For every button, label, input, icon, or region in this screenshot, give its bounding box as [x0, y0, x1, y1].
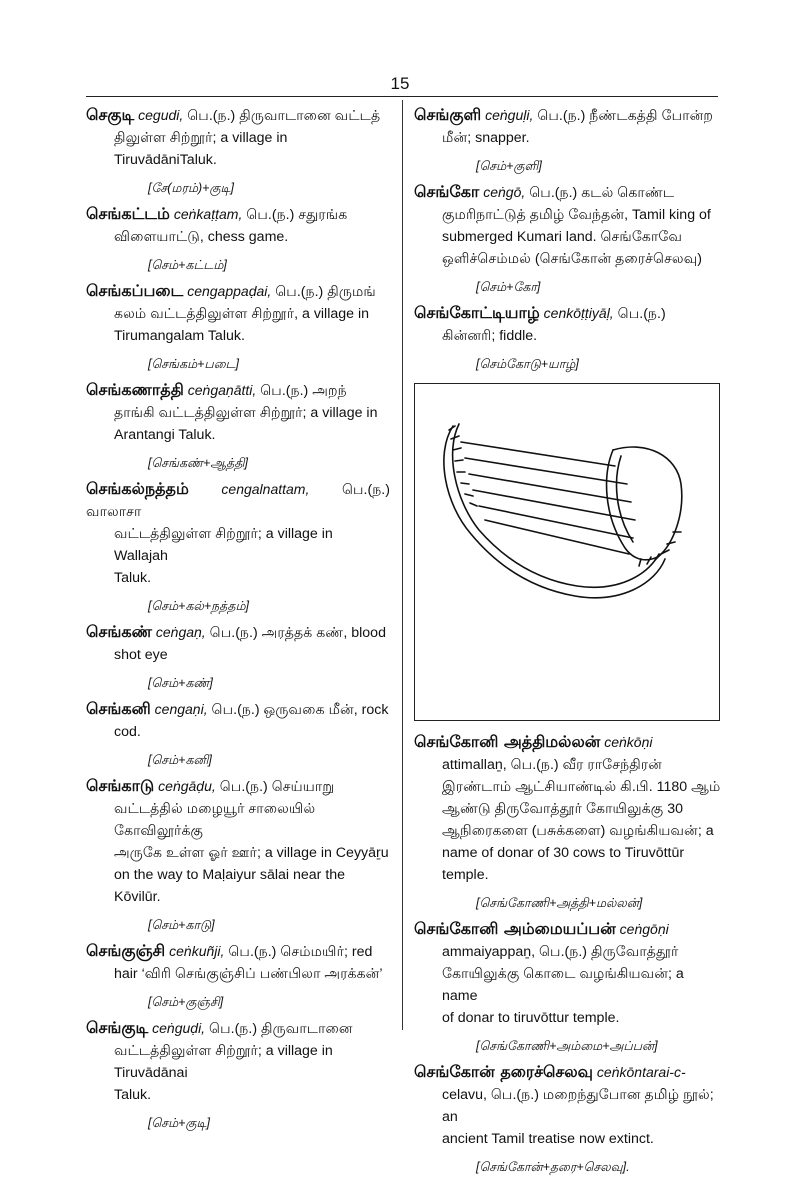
headword: செங்கல்நத்தம்	[86, 479, 189, 498]
headword: செங்கணாத்தி	[86, 380, 184, 399]
etymology: [செம்+கல்+நத்தம்]	[148, 599, 249, 613]
transliteration: ceṅgō,	[483, 184, 526, 200]
etymology: [செம்+காடு]	[148, 918, 215, 932]
definition-start: பெ.(ந.) திருவாடானை	[209, 1021, 353, 1037]
definition-line: of donar to tiruvōttur temple.	[442, 1010, 620, 1026]
headword: செங்குடி	[86, 1018, 149, 1037]
headword: செங்கண்	[86, 622, 152, 641]
definition-line: தாங்கி வட்டத்திலுள்ள சிற்றூர்; a village in	[114, 405, 378, 421]
headword: செங்குளி	[414, 105, 482, 124]
headword: செங்கோட்டியாழ்	[414, 303, 540, 322]
definition-line: ஒளிச்செம்மல் (செங்கோன் தரைச்செலவு)	[442, 251, 703, 267]
definition-line: ஆநிரைகளை (பசுக்களை) வழங்கியவன்; a	[442, 823, 714, 839]
transliteration: ceṅgaṇātti,	[187, 382, 257, 398]
etymology: [செங்கோணி+அத்தி+மல்லன்]	[476, 896, 643, 910]
definition-line: Taluk.	[114, 1087, 152, 1103]
transliteration: ceṅkuñji,	[169, 943, 225, 959]
transliteration: ceṅkōṇi	[604, 734, 653, 750]
header-rule	[86, 96, 718, 97]
etymology: [செம்+கோ]	[476, 280, 541, 294]
dictionary-entry	[86, 280, 390, 373]
headword: செங்கோனி அத்திமல்லன்	[414, 732, 601, 751]
headword: செங்காடு	[86, 776, 155, 795]
definition-line: மீன்; snapper.	[442, 130, 530, 146]
etymology: [செம்+குடி]	[148, 1116, 210, 1130]
definition-line: குமரிநாட்டுத் தமிழ் வேந்தன், Tamil king of	[442, 207, 711, 223]
definition-line: name of donar of 30 cows to Tiruvōttūr	[442, 845, 685, 861]
etymology: [செம்+கண்]	[148, 676, 213, 690]
definition-line: வட்டத்தில் மழையூர் சாலையில் கோவிலூர்க்கு	[114, 801, 316, 839]
definition-start: பெ.(ந.)	[617, 306, 666, 322]
headword: செங்கோன் தரைச்செலவு	[414, 1062, 593, 1081]
definition-start: பெ.(ந.) நீண்டகத்தி போன்ற	[537, 108, 714, 124]
definition-start: பெ.(ந.) செய்யாறு	[219, 779, 335, 795]
definition-line: submerged Kumari land. செங்கோவே	[442, 229, 683, 245]
fiddle-yazh-icon	[415, 384, 719, 720]
definition-line: Taluk.	[114, 570, 152, 586]
etymology: [செம்+குளி]	[476, 159, 542, 173]
etymology: [செம்+குஞ்சி]	[148, 995, 224, 1009]
dictionary-entry	[86, 621, 390, 692]
definition-start: பெ.(ந.) சதுரங்க	[246, 207, 348, 223]
definition-start: பெ.(ந.) அறந்	[260, 383, 347, 399]
definition-line: ஆண்டு திருவோத்தூர் கோயிலுக்கு 30	[442, 801, 684, 817]
definition-line: கோயிலுக்கு கொடை வழங்கியவன்; a name	[442, 966, 684, 1004]
definition-line: hair ‘விரி செங்குஞ்சிப் பண்பிலா அரக்கன்’	[114, 966, 383, 982]
definition-line: ammaiyappaṉ, பெ.(ந.) திருவோத்தூர்	[442, 944, 679, 960]
dictionary-entry	[86, 940, 390, 1011]
transliteration: cengaṇi,	[154, 701, 208, 717]
etymology: [செங்கோணி+அம்மை+அப்பன்]	[476, 1039, 658, 1053]
definition-start: பெ.(ந.) செம்மயிர்; red	[228, 944, 373, 960]
definition-line: temple.	[442, 867, 489, 883]
etymology: [செம்+கனி]	[148, 753, 212, 767]
etymology: [செங்கம்+படை]	[148, 357, 239, 371]
headword: செங்கப்படை	[86, 281, 184, 300]
definition-line: Arantangi Taluk.	[114, 427, 216, 443]
definition-line: கின்னரி; fiddle.	[442, 328, 538, 344]
definition-line: on the way to Maḷaiyur sālai near the Kōvilūr.	[114, 867, 346, 905]
page-number: 15	[390, 74, 410, 93]
dictionary-entry	[86, 698, 390, 769]
transliteration: ceṅguḍi,	[152, 1020, 206, 1036]
headword: செங்கோ	[414, 182, 480, 201]
dictionary-entry	[414, 731, 722, 912]
etymology: [செம்+கட்டம்]	[148, 258, 227, 272]
dictionary-entry	[86, 104, 390, 197]
transliteration: cengalnattam,	[221, 481, 310, 497]
etymology: [செங்கண்+ஆத்தி]	[148, 456, 248, 470]
transliteration: ceṅguḷi,	[485, 107, 534, 123]
headword: செகுடி	[86, 105, 135, 124]
transliteration: ceṅgaṇ,	[155, 624, 206, 640]
dictionary-entry	[86, 203, 390, 274]
definition-line: வட்டத்திலுள்ள சிற்றூர்; a village in Tiruvādānai	[114, 1043, 333, 1081]
definition-line: Tirumangalam Taluk.	[114, 328, 245, 344]
etymology: [செம்கோடு+யாழ்]	[476, 357, 579, 371]
etymology: [சே(மரம்)+குடி]	[148, 181, 234, 195]
column-divider	[402, 100, 403, 1030]
transliteration: ceṅkaṭṭam,	[173, 206, 243, 222]
definition-line: shot eye	[114, 647, 168, 663]
transliteration: cegudi,	[138, 107, 184, 123]
dictionary-entry	[414, 302, 722, 373]
transliteration: cengappaḍai,	[187, 283, 272, 299]
headword: செங்கட்டம்	[86, 204, 170, 223]
definition-line: திலுள்ள சிற்றூர்; a village in TiruvādāniTaluk.	[114, 130, 288, 168]
dictionary-entry	[86, 478, 390, 615]
dictionary-entry	[86, 379, 390, 472]
definition-line: ancient Tamil treatise now extinct.	[442, 1131, 654, 1147]
definition-start: பெ.(ந.) திருமங்	[275, 284, 376, 300]
dictionary-entry	[86, 1017, 390, 1132]
definition-line: celavu, பெ.(ந.) மறைந்துபோன தமிழ் நூல்; an	[442, 1087, 714, 1125]
definition-line: attimallaṉ, பெ.(ந.) வீர ராசேந்திரன்	[442, 757, 662, 773]
definition-line: இரண்டாம் ஆட்சியாண்டில் கி.பி. 1180 ஆம்	[442, 779, 721, 795]
right-column	[414, 104, 722, 1182]
transliteration: ceṅgōṇi	[619, 921, 669, 937]
transliteration: cenkōṭṭiyāḷ,	[543, 305, 614, 321]
transliteration: ceṅgāḍu,	[158, 778, 216, 794]
definition-line: விளையாட்டு, chess game.	[114, 229, 289, 245]
definition-start: பெ.(ந.) அரத்தக் கண், blood	[209, 625, 386, 641]
dictionary-entry	[414, 104, 722, 175]
definition-start: பெ.(ந.) ஒருவகை மீன், rock	[211, 702, 389, 718]
definition-line: cod.	[114, 724, 141, 740]
definition-line: கலம் வட்டத்திலுள்ள சிற்றூர், a village in	[114, 306, 370, 322]
fiddle-illustration	[414, 383, 720, 721]
definition-start: பெ.(ந.) திருவாடானை வட்டத்	[187, 108, 381, 124]
dictionary-entry	[414, 1061, 722, 1176]
dictionary-entry	[414, 181, 722, 296]
definition-line: அருகே உள்ள ஓர் ஊர்; a village in Ceyyāṟu	[114, 845, 389, 861]
dictionary-entry	[86, 775, 390, 934]
left-column	[86, 104, 390, 1138]
headword: செங்கோனி அம்மையப்பன்	[414, 919, 616, 938]
transliteration: ceṅkōntarai-c-	[596, 1064, 686, 1080]
definition-line: வட்டத்திலுள்ள சிற்றூர்; a village in Wallajah	[114, 526, 333, 564]
definition-start: பெ.(ந.) வாலாசா	[86, 482, 390, 520]
definition-start: பெ.(ந.) கடல் கொண்ட	[529, 185, 675, 201]
headword: செங்கனி	[86, 699, 151, 718]
etymology: [செங்கோன்+தரை+செலவு].	[476, 1160, 630, 1174]
dictionary-entry	[414, 918, 722, 1055]
headword: செங்குஞ்சி	[86, 941, 166, 960]
